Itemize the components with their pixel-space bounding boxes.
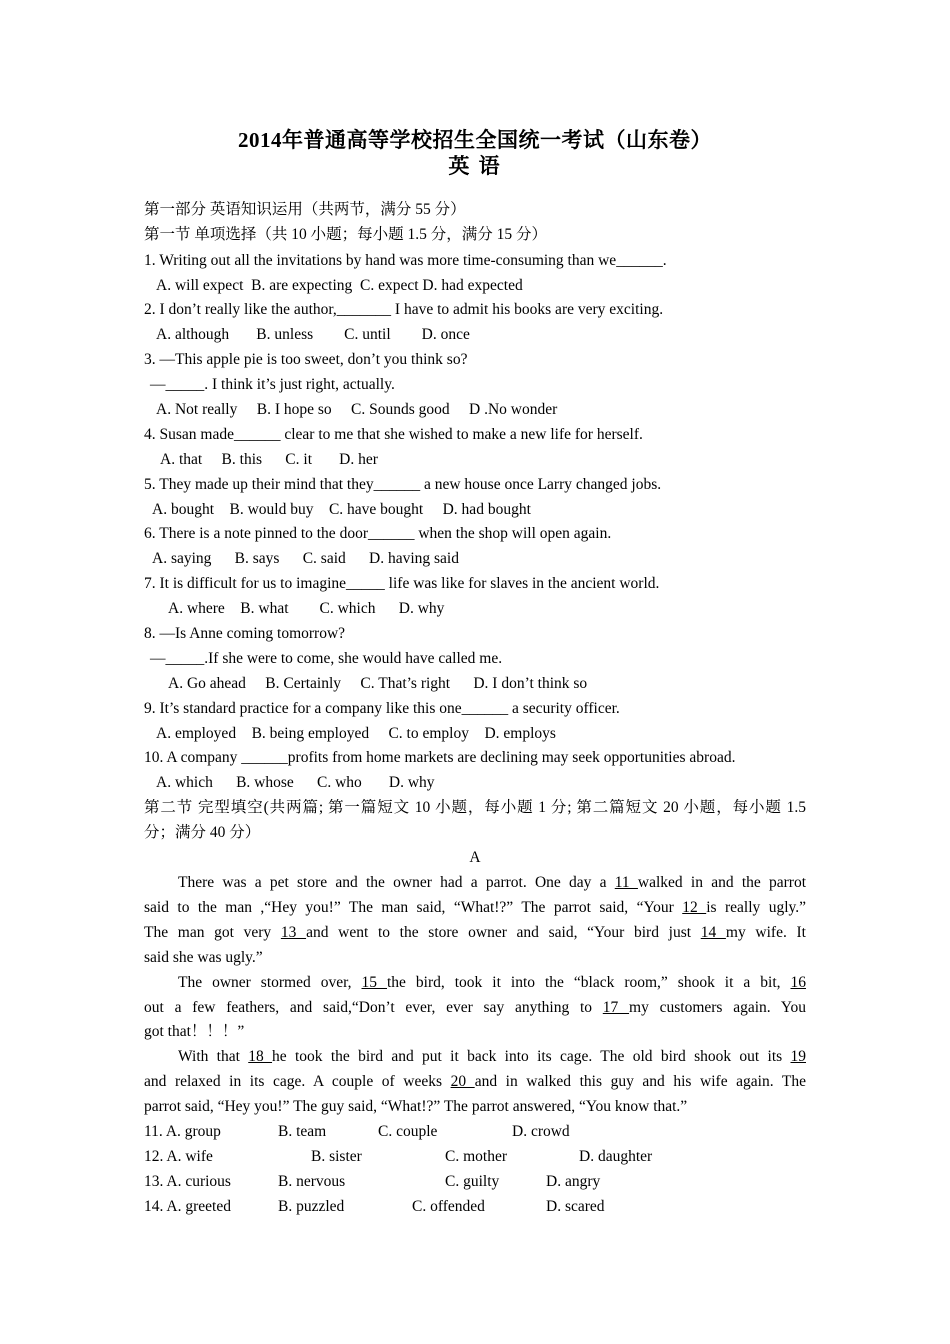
cloze-option-b: B. nervous <box>278 1173 346 1190</box>
cloze-option-d: D. angry <box>546 1173 601 1190</box>
question-options: A. bought B. would buy C. have bought D. had bought <box>152 501 531 518</box>
blank-14: 14 <box>700 924 726 941</box>
question-options: A. that B. this C. it D. her <box>160 451 378 468</box>
passage-line: said she was ugly.” <box>144 949 263 966</box>
question-stem: 9. It’s standard practice for a company like this one______ a security officer. <box>144 700 620 717</box>
cloze-option-b: B. puzzled <box>278 1198 345 1215</box>
passage-line: With that 18 he took the bird and put it back into its cage. The old bird shook out its 19 <box>178 1048 806 1065</box>
blank-20: 20 <box>450 1073 475 1090</box>
blank-19: 19 <box>790 1048 806 1065</box>
question-stem-reply: —_____. I think it’s just right, actually. <box>150 376 395 393</box>
cloze-option-a: 12. A. wife <box>144 1148 213 1165</box>
question-stem: 8. —Is Anne coming tomorrow? <box>144 625 346 642</box>
question-options: A. Go ahead B. Certainly C. That’s right D. I don’t think so <box>168 675 588 692</box>
cloze-option-c: C. guilty <box>445 1173 500 1190</box>
cloze-option-a: 11. A. group <box>144 1123 221 1140</box>
passage-line: The man got very 13 and went to the store owner and said, “Your bird just 14 my wife. It <box>144 924 806 941</box>
question-options: A. employed B. being employed C. to employ D. employs <box>156 725 556 742</box>
cloze-option-d: D. crowd <box>512 1123 570 1140</box>
question-options: A. although B. unless C. until D. once <box>156 326 470 343</box>
blank-17: 17 <box>602 999 630 1016</box>
blank-16: 16 <box>790 974 806 991</box>
cloze-option-c: C. couple <box>378 1123 438 1140</box>
blank-18: 18 <box>248 1048 273 1065</box>
question-options: A. Not really B. I hope so C. Sounds good D .No wonder <box>156 401 558 418</box>
passage-line: The owner stormed over, 15 the bird, took it into the “black room,” shook it a bit, 16 <box>178 974 806 991</box>
part1-heading: 第一部分 英语知识运用（共两节，满分 55 分） <box>144 201 466 218</box>
passage-line: got that！！！” <box>144 1023 245 1040</box>
cloze-option-c: C. offended <box>412 1198 485 1215</box>
section1-heading: 第一节 单项选择（共 10 小题；每小题 1.5 分，满分 15 分） <box>144 226 548 243</box>
cloze-option-c: C. mother <box>445 1148 507 1165</box>
passage-line: out a few feathers, and said,“Don’t ever, ever say anything to 17 my customers again. You <box>144 999 806 1016</box>
blank-15: 15 <box>361 974 387 991</box>
question-stem: 1. Writing out all the invitations by hand was more time-consuming than we______. <box>144 252 667 269</box>
question-options: A. saying B. says C. said D. having said <box>152 550 459 567</box>
question-stem: 5. They made up their mind that they______ a new house once Larry changed jobs. <box>144 476 662 493</box>
question-stem-reply: —_____.If she were to come, she would have called me. <box>150 650 503 667</box>
passage-line: parrot said, “Hey you!” The guy said, “What!?” The parrot answered, “You know that.” <box>144 1098 688 1115</box>
question-options: A. where B. what C. which D. why <box>168 600 445 617</box>
question-stem: 2. I don’t really like the author,_______ I have to admit his books are very exciting. <box>144 301 664 318</box>
passage-line: There was a pet store and the owner had a parrot. One day a 11 walked in and the parrot <box>178 874 806 891</box>
question-stem: 10. A company ______profits from home markets are declining may seek opportunities abroad. <box>144 749 736 766</box>
question-stem: 3. —This apple pie is too sweet, don’t you think so? <box>144 351 468 368</box>
passage-line: and relaxed in its cage. A couple of weeks 20 and in walked this guy and his wife again. The <box>144 1073 806 1090</box>
question-options: A. which B. whose C. who D. why <box>156 774 435 791</box>
blank-12: 12 <box>682 899 707 916</box>
cloze-option-a: 14. A. greeted <box>144 1198 231 1215</box>
section2-heading: 第二节 完型填空(共两篇; 第一篇短文 10 小题，每小题 1 分; 第二篇短文 20 小题，每小题 1.5 <box>144 799 806 816</box>
blank-11: 11 <box>614 874 638 891</box>
exam-title: 2014年普通高等学校招生全国统一考试（山东卷） <box>238 128 712 152</box>
cloze-option-d: D. daughter <box>579 1148 653 1165</box>
cloze-option-d: D. scared <box>546 1198 605 1215</box>
cloze-option-a: 13. A. curious <box>144 1173 231 1190</box>
passage-line: said to the man ,“Hey you!” The man said, “What!?” The parrot said, “Your 12 is really ugly.” <box>144 899 806 916</box>
exam-subject: 英 语 <box>448 154 502 178</box>
passage-label: A <box>469 849 481 866</box>
section2-heading-cont: 分；满分 40 分） <box>144 824 261 841</box>
question-stem: 4. Susan made______ clear to me that she wished to make a new life for herself. <box>144 426 643 443</box>
cloze-option-b: B. sister <box>311 1148 362 1165</box>
question-stem: 7. It is difficult for us to imagine_____ life was like for slaves in the ancient world. <box>144 575 660 592</box>
cloze-option-b: B. team <box>278 1123 327 1140</box>
blank-13: 13 <box>280 924 307 941</box>
question-stem: 6. There is a note pinned to the door______ when the shop will open again. <box>144 525 612 542</box>
question-options: A. will expect B. are expecting C. expect D. had expected <box>156 277 523 294</box>
